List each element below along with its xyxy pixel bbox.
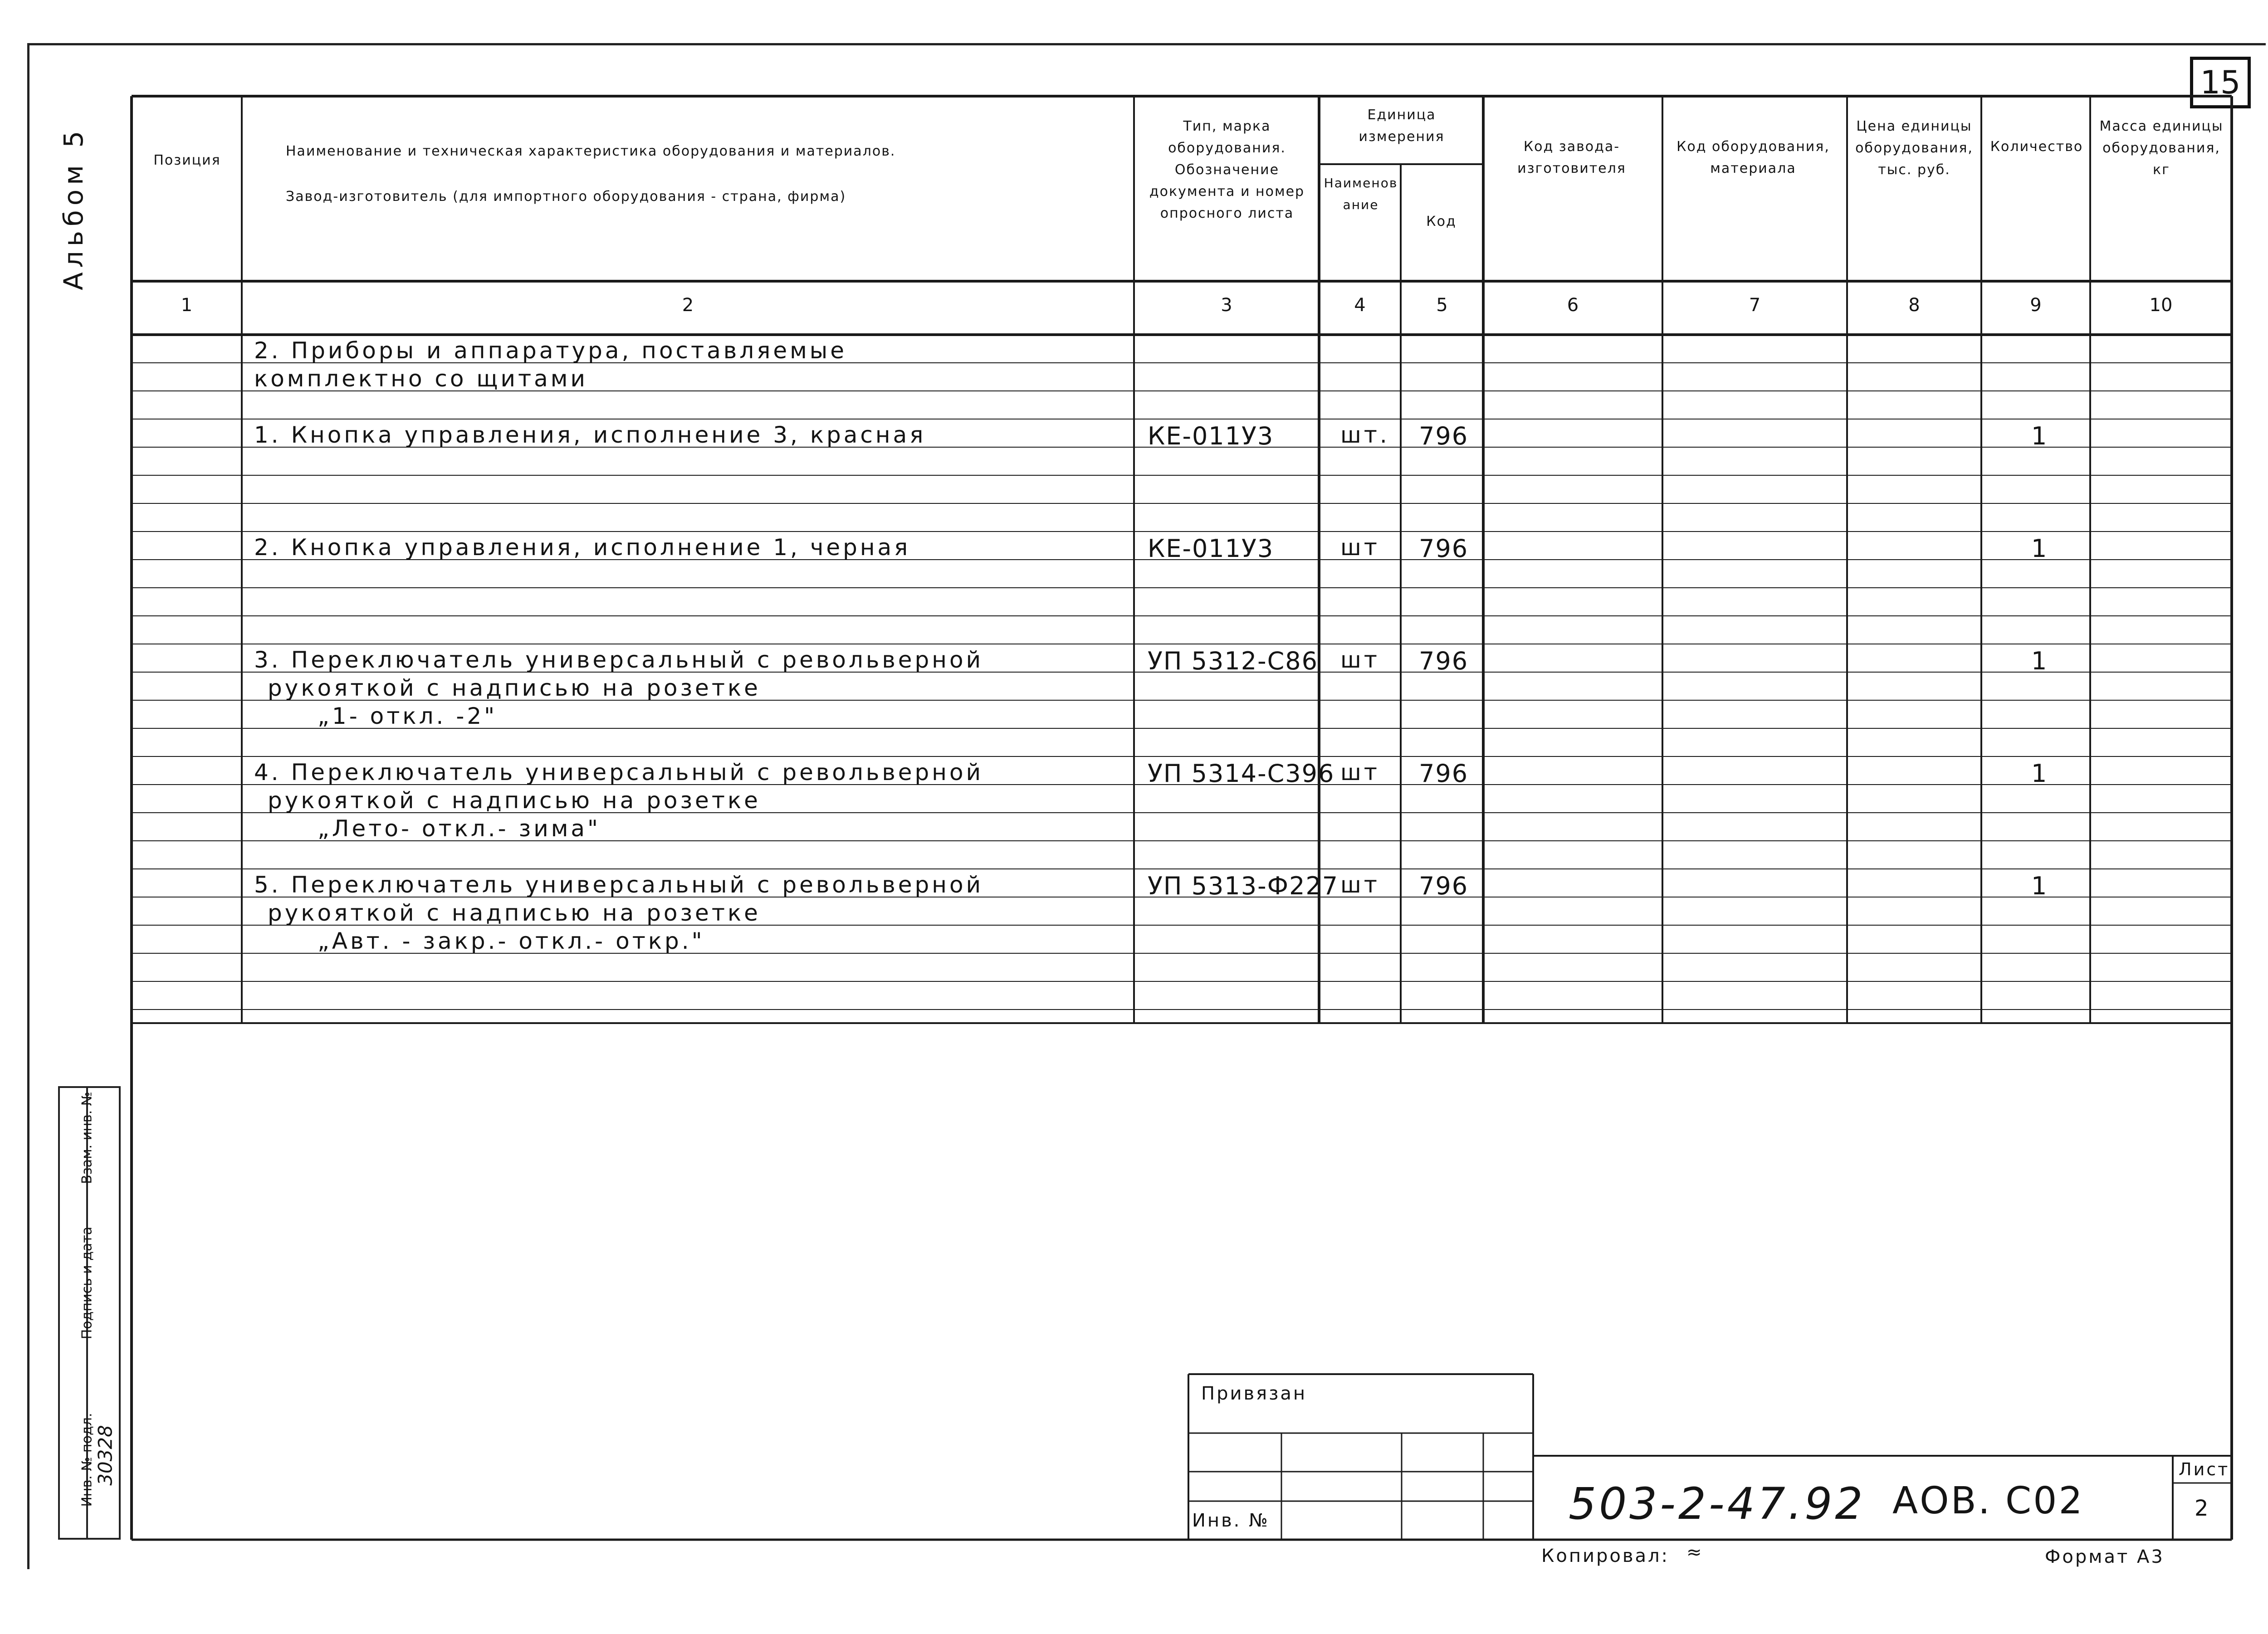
document-code: АОВ. С02 bbox=[1892, 1479, 2084, 1522]
header-type: Тип, марка оборудования. Обозначение документа и номер опросного листа bbox=[1149, 118, 1305, 221]
row-type: УП 5314-С396 bbox=[1148, 759, 1335, 788]
document-number: 503-2-47.92 bbox=[1569, 1478, 1866, 1529]
row-unit-code: 796 bbox=[1419, 759, 1469, 788]
sheet-label: Лист bbox=[2179, 1459, 2230, 1479]
column-number-1: 1 bbox=[181, 295, 193, 316]
row-unit: шт. bbox=[1340, 422, 1390, 448]
row-type: УП 5313-Ф227 bbox=[1148, 872, 1339, 900]
row-unit: шт bbox=[1340, 534, 1380, 561]
sheet-number: 15 bbox=[2190, 57, 2251, 108]
row-text: 4. Переключатель универсальный с револьверной bbox=[254, 759, 984, 785]
row-text: рукояткой с надписью на розетке bbox=[268, 787, 761, 814]
row-quantity: 1 bbox=[2031, 759, 2048, 788]
row-type: КЕ-011У3 bbox=[1148, 534, 1274, 563]
row-text: рукояткой с надписью на розетке bbox=[268, 675, 761, 701]
column-number-4: 4 bbox=[1354, 295, 1366, 316]
inv-orig-label: Инв. № подл. bbox=[79, 1413, 95, 1507]
row-unit: шт bbox=[1340, 872, 1380, 898]
header-mass: Масса единицы оборудования, кг bbox=[2099, 118, 2224, 178]
format-label: Формат А3 bbox=[2045, 1546, 2165, 1567]
row-text: 2. Приборы и аппаратура, поставляемые bbox=[254, 337, 847, 364]
row-unit-code: 796 bbox=[1419, 872, 1469, 900]
stamp-inv-label: Инв. № bbox=[1192, 1510, 1270, 1531]
stamp-tied-label: Привязан bbox=[1201, 1383, 1307, 1404]
column-number-9: 9 bbox=[2030, 295, 2042, 316]
header-unit-name: Наименование bbox=[1324, 176, 1398, 212]
row-unit: шт bbox=[1340, 647, 1380, 673]
row-text: 3. Переключатель универсальный с револьверной bbox=[254, 647, 984, 673]
column-number-5: 5 bbox=[1436, 295, 1448, 316]
row-quantity: 1 bbox=[2031, 647, 2048, 675]
row-text: „Авт. - закр.- откл.- откр." bbox=[318, 928, 705, 954]
row-unit-code: 796 bbox=[1419, 422, 1469, 450]
header-price: Цена единицы оборудования, тыс. руб. bbox=[1855, 118, 1973, 178]
header-unit-code: Код bbox=[1426, 214, 1457, 229]
row-unit: шт bbox=[1340, 759, 1380, 785]
header-quantity: Количество bbox=[1990, 139, 2083, 155]
row-text: рукояткой с надписью на розетке bbox=[268, 900, 761, 926]
header-name-line2: Завод-изготовитель (для импортного оборудования - страна, фирма) bbox=[286, 189, 846, 205]
column-number-8: 8 bbox=[1908, 295, 1920, 316]
row-quantity: 1 bbox=[2031, 872, 2048, 900]
column-number-2: 2 bbox=[682, 295, 694, 316]
header-name-line1: Наименование и техническая характеристика оборудования и материалов. bbox=[286, 143, 896, 159]
copied-label: Копировал: bbox=[1541, 1546, 1670, 1566]
column-number-7: 7 bbox=[1749, 295, 1761, 316]
row-quantity: 1 bbox=[2031, 534, 2048, 563]
row-text: „Лето- откл.- зима" bbox=[318, 815, 601, 842]
header-unit: Единица измерения bbox=[1359, 107, 1445, 145]
inv-orig-value: 30328 bbox=[94, 1425, 117, 1486]
row-text: 2. Кнопка управления, исполнение 1, черная bbox=[254, 534, 911, 561]
row-text: „1- откл. -2" bbox=[318, 703, 498, 729]
row-text: комплектно со щитами bbox=[254, 366, 588, 392]
replace-inv-label: Взам. инв. № bbox=[79, 1092, 95, 1184]
row-text: 5. Переключатель универсальный с револьверной bbox=[254, 872, 984, 898]
column-number-3: 3 bbox=[1221, 295, 1232, 316]
header-equipment-code: Код оборудования, материала bbox=[1677, 139, 1830, 176]
header-position: Позиция bbox=[153, 152, 221, 168]
column-number-6: 6 bbox=[1567, 295, 1579, 316]
row-type: КЕ-011У3 bbox=[1148, 422, 1274, 450]
header-plant-code: Код завода-изготовителя bbox=[1517, 139, 1626, 176]
row-unit-code: 796 bbox=[1419, 647, 1469, 675]
copied-signature: ≈ bbox=[1686, 1542, 1704, 1563]
sign-date-label: Подпись и дата bbox=[79, 1226, 95, 1340]
row-text: 1. Кнопка управления, исполнение 3, красная bbox=[254, 422, 926, 448]
column-number-10: 10 bbox=[2149, 295, 2173, 316]
row-unit-code: 796 bbox=[1419, 534, 1469, 563]
album-label: Альбом 5 bbox=[58, 126, 89, 290]
row-quantity: 1 bbox=[2031, 422, 2048, 450]
sheet-value: 2 bbox=[2195, 1496, 2210, 1521]
row-type: УП 5312-С86 bbox=[1148, 647, 1319, 675]
